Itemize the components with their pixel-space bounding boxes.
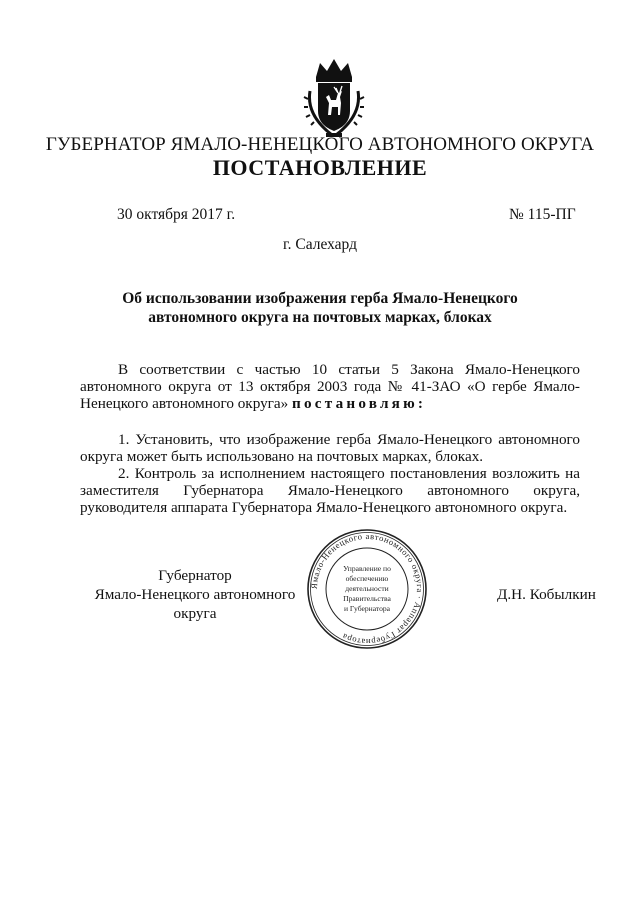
document-heading — [80, 289, 560, 327]
official-stamp — [305, 527, 429, 651]
coat-of-arms-icon — [296, 55, 372, 139]
intro-paragraph — [80, 361, 580, 412]
heading-line-1: Об использовании изображения герба Ямало-Ненецкого — [122, 290, 518, 307]
heading-line-2: автономного округа на почтовых марках, блоках — [148, 309, 492, 326]
stamp-line: Правительства — [343, 594, 391, 603]
signatory-title-line-2: Ямало-Ненецкого автономного округа — [94, 586, 296, 622]
document-type: ПОСТАНОВЛЕНИЕ — [212, 155, 428, 180]
signatory-title-line-1: Губернатор — [158, 567, 232, 584]
decree-word: постановляю: — [292, 395, 427, 412]
item-1-text: 1. Установить, что изображение герба Ямало-Ненецкого автономного округа может быть использовано на почтовых марках, блоках. — [80, 431, 580, 465]
stamp-ring-text: Ямало-Ненецкого автономного округа · Аппарат Губернатора — [308, 530, 426, 648]
document-place: г. Салехард — [283, 236, 357, 253]
signatory-title — [80, 566, 310, 623]
signatory-name: Д.Н. Кобылкин — [497, 586, 596, 603]
stamp-line: деятельности — [345, 584, 389, 593]
document-date: 30 октября 2017 г. — [117, 206, 236, 223]
issuing-authority: ГУБЕРНАТОР ЯМАЛО-НЕНЕЦКОГО АВТОНОМНОГО ОКРУГА — [45, 134, 595, 155]
stamp-line: обеспечению — [345, 574, 389, 583]
item-2-text: 2. Контроль за исполнением настоящего постановления возложить на заместителя Губернатора Ямало-Ненецкого автономного округа, руководителя аппарата Губернатора Ямало-Ненецкого автономного округа. — [80, 465, 580, 516]
stamp-line: и Губернатора — [343, 604, 391, 613]
stamp-line: Управление по — [343, 564, 391, 573]
item-1-paragraph — [80, 431, 580, 465]
item-2-paragraph — [80, 465, 580, 516]
document-number: № 115-ПГ — [509, 206, 576, 223]
intro-text: В соответствии с частью 10 статьи 5 Закона Ямало-Ненецкого автономного округа от 13 октября 2003 года № 41-ЗАО «О гербе Ямало-Ненецкого автономного округа» — [80, 361, 580, 412]
